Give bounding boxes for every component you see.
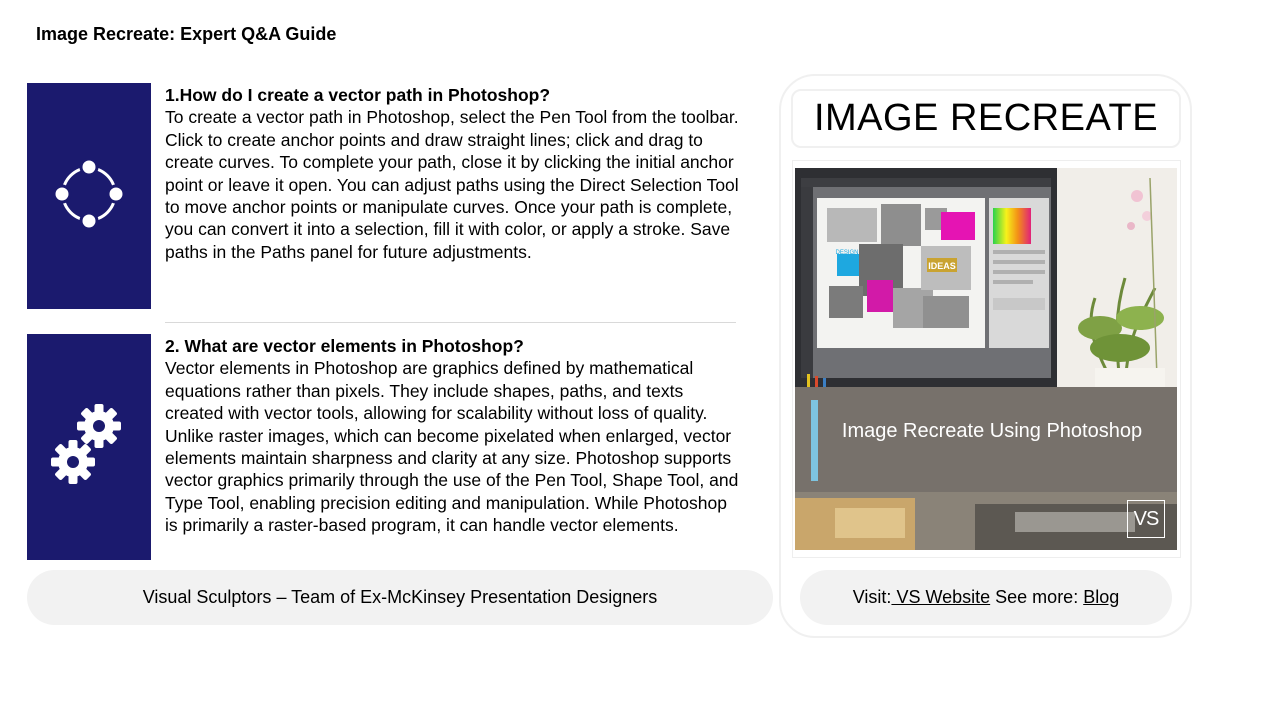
qa2-question: 2. What are vector elements in Photoshop? xyxy=(165,336,524,356)
photo-ideas-text: IDEAS xyxy=(928,261,956,271)
caption-text: Image Recreate Using Photoshop xyxy=(841,420,1143,442)
qa1-answer: To create a vector path in Photoshop, select the Pen Tool from the toolbar. Click to create anchor points and draw straight lines; click and drag to create curves. To complete your path, close it by clicking the initial anchor point or leave it open. You can adjust paths using the Direct Selection Tool to move anchor points or manipulate curves. Once your path is complete, you can convert it into a selection, fill it with color, or apply a stroke. Save paths in the Paths panel for future adjustments. xyxy=(165,107,739,262)
footer-banner xyxy=(27,570,773,625)
visit-banner xyxy=(800,570,1172,625)
qa2-icon-panel xyxy=(27,334,151,560)
vs-website-link[interactable]: VS Website xyxy=(891,587,991,607)
qa2-block xyxy=(165,335,740,537)
divider xyxy=(165,322,736,323)
photo-design-text: DESIGN xyxy=(835,250,859,256)
see-more-label: See more: xyxy=(990,587,1084,607)
visit-label: Visit: xyxy=(852,587,892,607)
qa1-question: 1.How do I create a vector path in Photoshop? xyxy=(165,85,551,105)
vector-path-icon xyxy=(53,158,125,235)
qa1-block xyxy=(165,84,740,263)
qa1-icon-panel xyxy=(27,83,151,309)
vs-logo: VS xyxy=(1127,500,1165,538)
blog-link[interactable]: Blog xyxy=(1083,587,1120,607)
page-title: Image Recreate: Expert Q&A Guide xyxy=(36,24,337,44)
caption-accent-bar xyxy=(811,400,818,481)
qa2-answer: Vector elements in Photoshop are graphics defined by mathematical equations rather than pixels. They include shapes, paths, and texts created with vector tools, allowing for scalability without loss of quality. Unlike raster images, which can become pixelated when enlarged, vector elements maintain sharpness and clarity at any size. Photoshop supports vector graphics primarily through the use of the Pen Tool, Shape Tool, and Type Tool, enabling precision editing and manipulation. While Photoshop is primarily a raster-based program, it can handle vector elements. xyxy=(165,358,739,536)
footer-text: Visual Sculptors – Team of Ex-McKinsey Presentation Designers xyxy=(142,587,658,607)
photoshop-monitor-image xyxy=(795,168,1177,550)
card-title: IMAGE RECREATE xyxy=(791,89,1181,148)
gears-icon xyxy=(49,402,129,493)
